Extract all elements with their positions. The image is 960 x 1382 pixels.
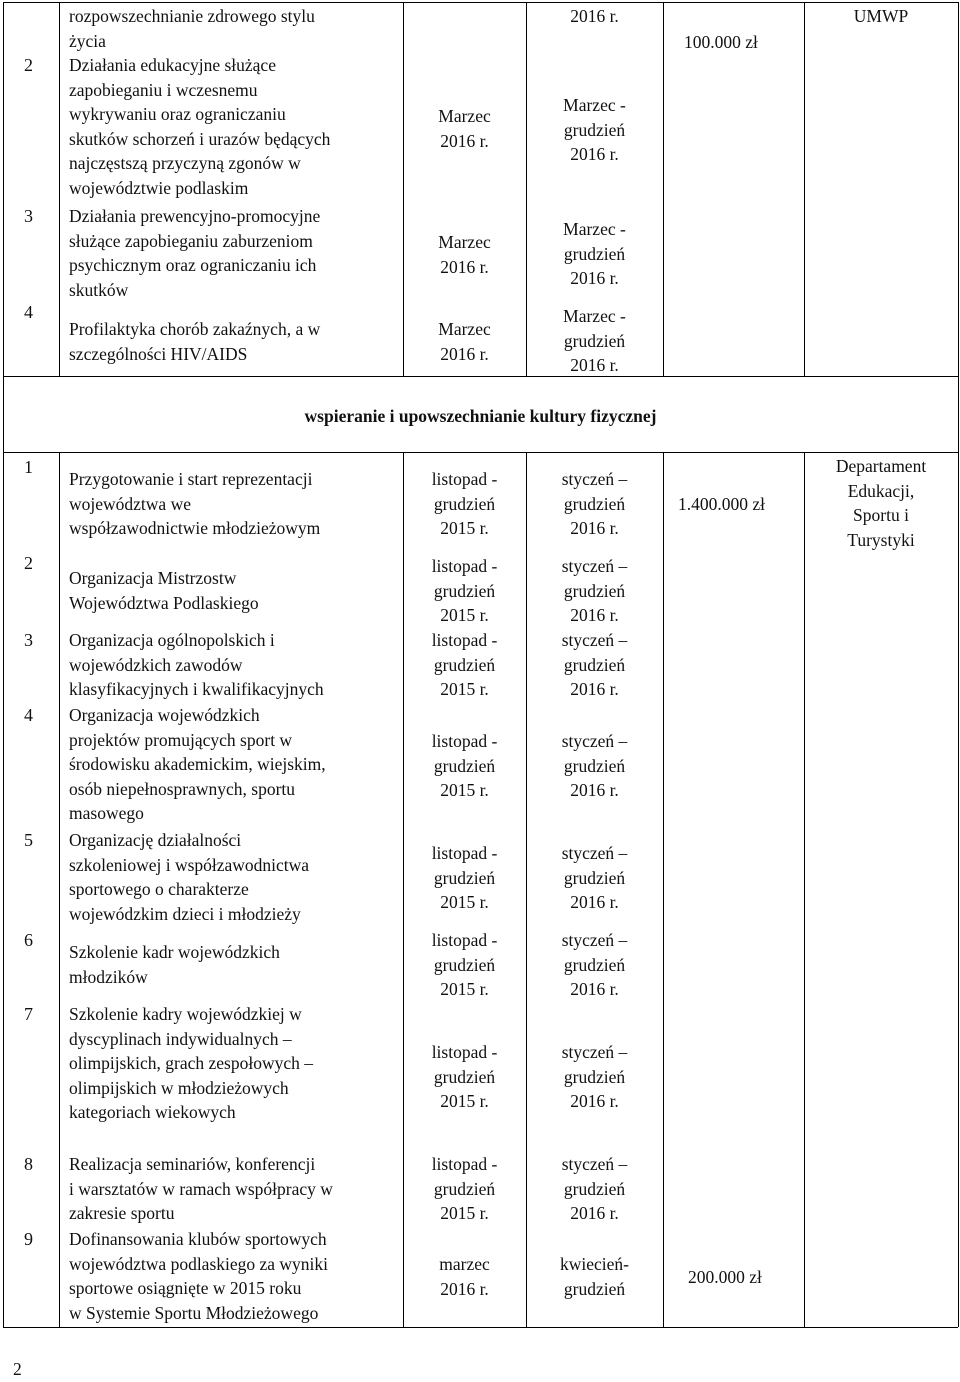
row-num-9: 9: [24, 1229, 33, 1249]
row-num-3: 3: [24, 630, 33, 650]
row-start-1: listopad - grudzień 2015 r.: [431, 469, 498, 538]
row-start-6: listopad - grudzień 2015 r.: [431, 930, 498, 999]
row-task-2: Organizacja Mistrzostw Województwa Podlaskiego: [69, 568, 259, 613]
amount-main: 1.400.000 zł: [678, 494, 766, 514]
top-end-0: 2016 r.: [570, 6, 619, 26]
top-unit: UMWP: [853, 6, 909, 26]
top-end-2: Marzec - grudzień 2016 r.: [563, 219, 626, 288]
row-end-8: styczeń – grudzień 2016 r.: [561, 1154, 628, 1223]
top-amount: 100.000 zł: [684, 32, 758, 52]
responsible-unit: Departament Edukacji, Sportu i Turystyki: [835, 456, 927, 550]
row-task-1: Przygotowanie i start reprezentacji województwa we współzawodnictwie młodzieżowym: [69, 469, 321, 538]
row-task-5: Organizację działalności szkoleniowej i współzawodnictwa sportowego o charakterze wojewódzkim dzieci i młodzieży: [69, 830, 310, 924]
row-num-2: 2: [24, 553, 33, 573]
row-start-8: listopad - grudzień 2015 r.: [431, 1154, 498, 1223]
row-end-5: styczeń – grudzień 2016 r.: [561, 843, 628, 912]
row-task-9: Dofinansowania klubów sportowych województwa podlaskiego za wyniki sportowe osiągnięte w 2015 roku w Systemie Sportu Młodzieżowego: [69, 1229, 329, 1323]
top-start-2: Marzec 2016 r.: [438, 232, 491, 277]
row-start-4: listopad - grudzień 2015 r.: [431, 731, 498, 800]
row-end-2: styczeń – grudzień 2016 r.: [561, 556, 628, 625]
top-task-0: rozpowszechnianie zdrowego stylu życia: [69, 6, 315, 51]
row-start-3: listopad - grudzień 2015 r.: [431, 630, 498, 699]
row-num-7: 7: [24, 1004, 33, 1024]
row-start-9: marzec 2016 r.: [439, 1254, 490, 1299]
row-start-7: listopad - grudzień 2015 r.: [431, 1042, 498, 1111]
row-num-5: 5: [24, 830, 33, 850]
row-num-4: 4: [24, 705, 33, 725]
page-number: 2: [13, 1359, 22, 1379]
row-task-8: Realizacja seminariów, konferencji i warsztatów w ramach współpracy w zakresie sportu: [69, 1154, 333, 1223]
row-task-4: Organizacja wojewódzkich projektów promujących sport w środowisku akademickim, wiejskim, osób niepełnosprawnych, sportu masowego: [69, 705, 326, 823]
row-end-7: styczeń – grudzień 2016 r.: [561, 1042, 628, 1111]
row-end-3: styczeń – grudzień 2016 r.: [561, 630, 628, 699]
top-num-2: 3: [24, 206, 33, 226]
section-title: wspieranie i upowszechnianie kultury fizycznej: [304, 406, 657, 426]
row-task-7: Szkolenie kadry wojewódzkiej w dyscyplinach indywidualnych – olimpijskich, grach zespołowych – olimpijskich w młodzieżowych kategoriach wiekowych: [69, 1004, 313, 1122]
row-start-2: listopad - grudzień 2015 r.: [431, 556, 498, 625]
row-end-9: kwiecień- grudzień: [560, 1254, 629, 1299]
top-start-1: Marzec 2016 r.: [438, 106, 491, 151]
top-task-2: Działania prewencyjno-promocyjne służące zapobieganiu zaburzeniom psychicznym oraz ograniczaniu ich skutków: [69, 206, 321, 300]
top-end-3: Marzec - grudzień 2016 r.: [563, 306, 626, 375]
top-task-3: Profilaktyka chorób zakaźnych, a w szczególności HIV/AIDS: [69, 319, 321, 364]
top-end-1: Marzec - grudzień 2016 r.: [563, 95, 626, 164]
row-task-3: Organizacja ogólnopolskich i wojewódzkich zawodów klasyfikacyjnych i kwalifikacyjnych: [69, 630, 324, 699]
row-start-5: listopad - grudzień 2015 r.: [431, 843, 498, 912]
amount-row-9: 200.000 zł: [688, 1267, 762, 1287]
top-num-1: 2: [24, 55, 33, 75]
row-end-4: styczeń – grudzień 2016 r.: [561, 731, 628, 800]
row-end-1: styczeń – grudzień 2016 r.: [561, 469, 628, 538]
top-num-3: 4: [24, 302, 33, 322]
top-task-1: Działania edukacyjne służące zapobieganiu i wczesnemu wykrywaniu oraz ograniczaniu skutków schorzeń i urazów będących najczęstszą przyczyną zgonów w województwie podlaskim: [69, 55, 331, 198]
row-num-1: 1: [24, 457, 33, 477]
row-num-8: 8: [24, 1154, 33, 1174]
top-start-3: Marzec 2016 r.: [438, 319, 491, 364]
row-task-6: Szkolenie kadr wojewódzkich młodzików: [69, 942, 280, 987]
row-end-6: styczeń – grudzień 2016 r.: [561, 930, 628, 999]
row-num-6: 6: [24, 930, 33, 950]
